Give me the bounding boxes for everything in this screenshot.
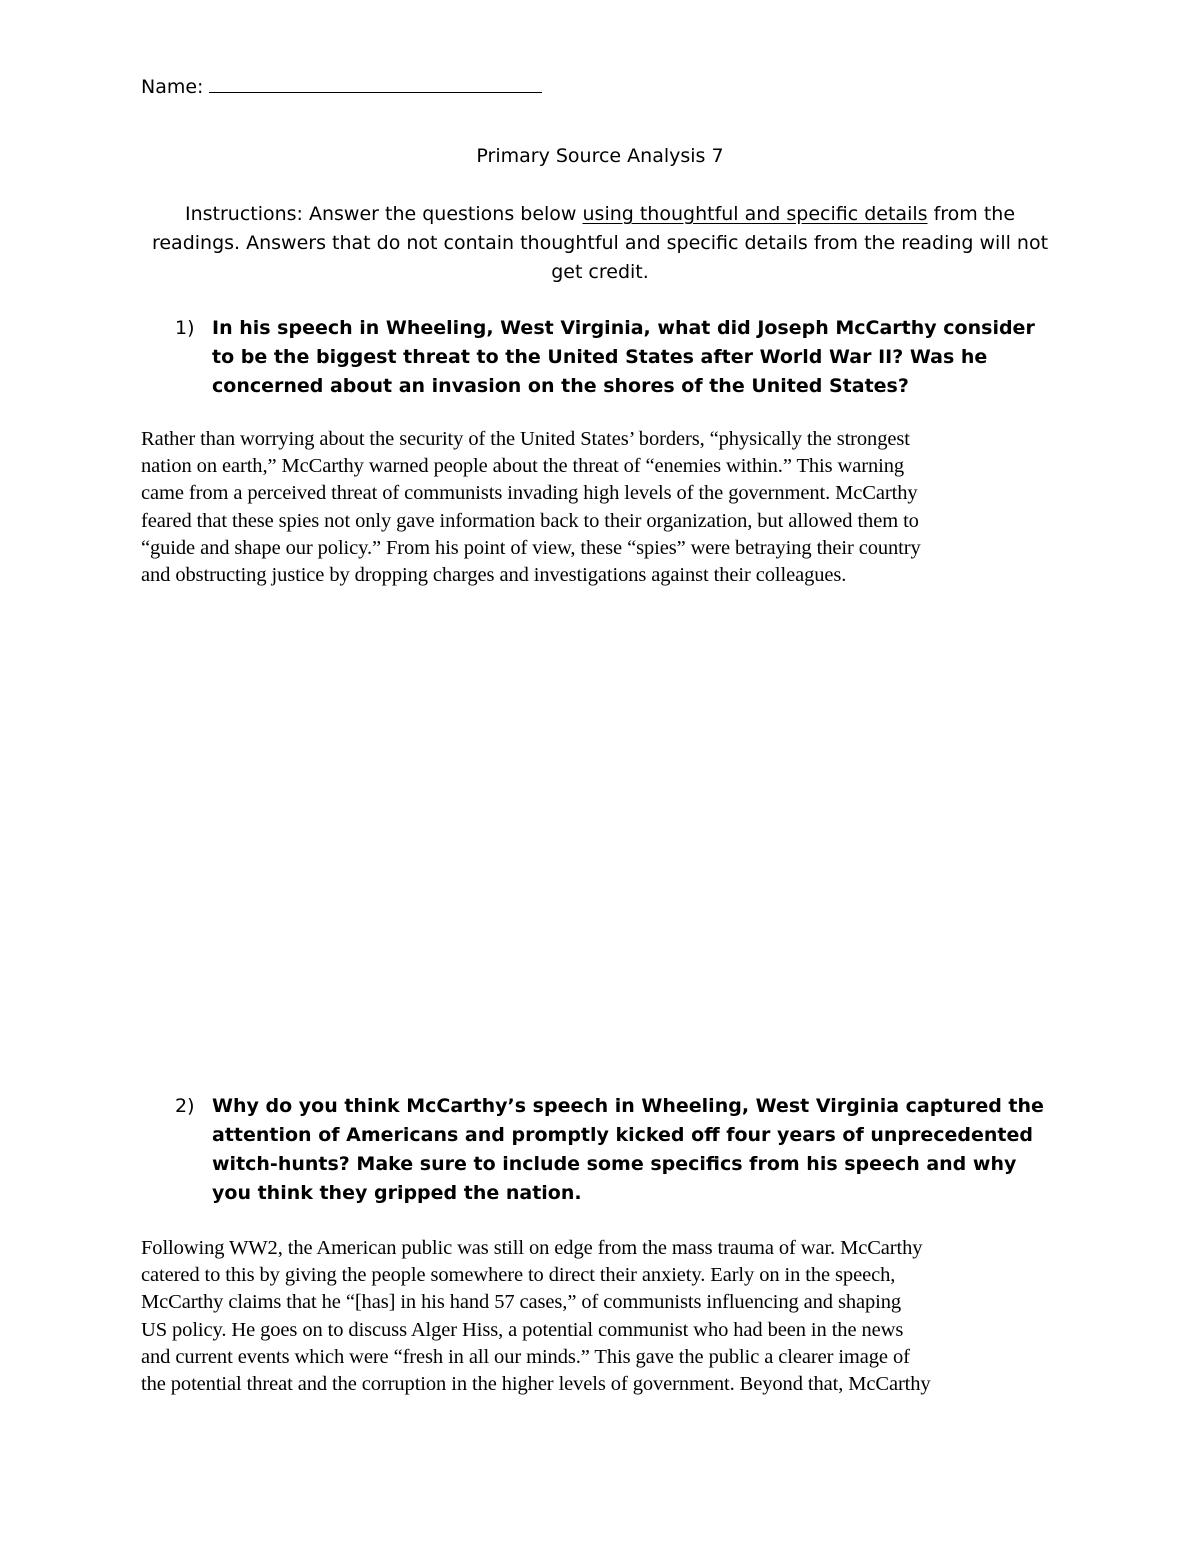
question-number: 2) — [175, 1095, 195, 1117]
question-1 — [175, 314, 1055, 401]
answer-line: “guide and shape our policy.” From his point of view, these “spies” were betraying their country — [141, 536, 921, 559]
answer-2 — [141, 1235, 1061, 1398]
name-field — [141, 72, 542, 101]
answer-line: and current events which were “fresh in all our minds.” This gave the public a clearer image of — [141, 1345, 910, 1368]
question-number: 1) — [175, 317, 195, 339]
question-text: In his speech in Wheeling, West Virginia, what did Joseph McCarthy consider to be the biggest threat to the United States after World War II? Was he concerned about an invasion on the shores of the United States? — [212, 317, 1035, 397]
answer-line: feared that these spies not only gave information back to their organization, but allowed them to — [141, 509, 919, 532]
answer-line: US policy. He goes on to discuss Alger Hiss, a potential communist who had been in the news — [141, 1318, 904, 1341]
answer-line: nation on earth,” McCarthy warned people about the threat of “enemies within.” This warning — [141, 455, 905, 478]
name-label: Name: — [141, 76, 204, 98]
question-2 — [175, 1092, 1055, 1208]
answer-1 — [141, 426, 1061, 589]
instructions-underlined: using thoughtful and specific details — [582, 203, 928, 225]
instructions — [148, 200, 1052, 287]
answer-line: and obstructing justice by dropping charges and investigations against their colleagues. — [141, 564, 847, 587]
instructions-prefix: Instructions: Answer the questions below — [184, 203, 583, 225]
answer-line: Rather than worrying about the security of the United States’ borders, “physically the strongest — [141, 428, 910, 450]
answer-line: Following WW2, the American public was still on edge from the mass trauma of war. McCarthy — [141, 1237, 923, 1259]
answer-line: McCarthy claims that he “[has] in his hand 57 cases,” of communists influencing and shaping — [141, 1291, 902, 1314]
name-blank-line[interactable] — [209, 72, 542, 93]
answer-line: came from a perceived threat of communists invading high levels of the government. McCarthy — [141, 482, 918, 505]
instructions-suffix: from the readings. Answers that do not contain thoughtful and specific details from the reading will not get credit. — [151, 203, 1049, 283]
answer-line: catered to this by giving the people somewhere to direct their anxiety. Early on in the speech, — [141, 1264, 896, 1287]
answer-line: the potential threat and the corruption in the higher levels of government. Beyond that, McCarthy — [141, 1373, 931, 1396]
document-title: Primary Source Analysis 7 — [476, 145, 724, 167]
question-text: Why do you think McCarthy’s speech in Wheeling, West Virginia captured the attention of Americans and promptly kicked off four years of unprecedented witch-hunts? Make sure to include some specifics from his speech and why you think they gripped the nation. — [212, 1095, 1044, 1204]
